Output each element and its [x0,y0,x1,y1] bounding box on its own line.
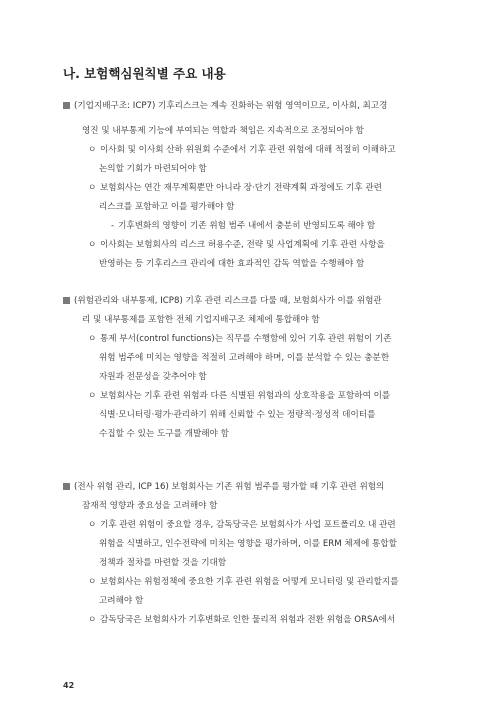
text-line [88,391,390,402]
text-line [99,410,375,421]
line-text: 식별·모니터링·평가·관리하기 위해 신뢰할 수 있는 정량적·정성적 데이터를 [99,410,376,420]
circle-bullet-icon: ㅇ [88,183,97,193]
square-bullet-icon [63,483,70,490]
text-line [88,183,382,194]
text-line [99,202,234,213]
text-line [82,315,320,326]
line-text: 잠재적 영향과 중요성을 고려해야 함 [82,501,218,511]
circle-bullet-icon: ㅇ [88,334,97,344]
circle-bullet-icon: ㅇ [88,240,97,250]
line-text: 위험 범주에 미치는 영향을 적절히 고려해야 하며, 이를 분석할 수 있는 충분한 [99,353,390,363]
line-text: 영진 및 내부통제 기능에 부여되는 역할과 책임은 지속적으로 조정되어야 함 [82,126,364,136]
text-line [99,596,143,607]
line-text: 기후 관련 위험이 중요할 경우, 감독당국은 보험회사가 사업 포트폴리오 내 관련 [100,520,396,530]
circle-bullet-icon: ㅇ [88,145,97,155]
line-text: 자원과 전문성을 갖추어야 함 [99,372,207,382]
line-text: 수집할 수 있는 도구를 개발해야 함 [99,429,229,439]
text-line [99,164,207,175]
text-line [99,558,226,569]
line-text: 기후변화의 영향이 기존 위험 범주 내에서 충분히 반영되도록 해야 함 [118,221,376,231]
text-line [88,240,385,251]
text-line [82,501,217,512]
section-title: 나. 보험핵심원칙별 주요 내용 [63,66,226,81]
text-line [99,429,229,440]
line-text: (전사 위험 관리, ICP 16) 보험회사는 기존 위험 범주를 평가할 때 기후 관련 위험의 [74,482,385,492]
text-line [99,353,389,364]
line-text: 보험회사는 위험정책에 중요한 기후 관련 위험을 어떻게 모니터링 및 관리할지를 [100,577,399,587]
circle-bullet-icon: ㅇ [88,391,97,401]
line-text: (위험관리와 내부통제, ICP8) 기후 관련 리스크를 다룰 때, 보험회사가 이를 위험관 [74,296,382,306]
circle-bullet-icon: ㅇ [88,615,97,625]
line-text: 반영하는 등 기후리스크 관리에 대한 효과적인 감독 역할을 수행해야 함 [99,259,365,269]
line-text: (기업지배구조: ICP7) 기후리스크는 계속 진화하는 위험 영역이므로, 이사회, 최고경 [74,101,388,111]
line-text: 보험회사는 연간 재무계획뿐만 아니라 장·단기 전략계획 과정에도 기후 관련 [100,183,382,193]
text-line [99,372,207,383]
text-line [88,615,395,626]
line-text: 고려해야 함 [99,596,144,606]
line-text: 리 및 내부통제를 포함한 전체 기업지배구조 체제에 통합해야 함 [82,315,320,325]
line-text: 감독당국은 보험회사가 기후변화로 인한 물리적 위험과 전환 위험을 ORSA에서 [100,615,396,625]
line-text: 이사회 및 이사회 산하 위원회 수준에서 기후 관련 위험에 대해 적절히 이해하고 [100,145,396,155]
text-line [63,101,387,112]
line-text: 논의할 기회가 마련되어야 함 [99,164,207,174]
line-text: 보험회사는 기후 관련 위험과 다른 식별된 위험과의 상호작용을 포함하여 이를 [100,391,391,401]
text-line [88,520,396,531]
line-text: 통제 부서(control functions)는 직무를 수행함에 있어 기후 관련 위험이 기존 [100,334,392,344]
square-bullet-icon [63,102,70,109]
circle-bullet-icon: ㅇ [88,577,97,587]
line-text: 이사회는 보험회사의 리스크 허용수준, 전략 및 사업계획에 기후 관련 사항을 [100,240,385,250]
line-text: 정책과 절차를 마련할 것을 기대함 [99,558,227,568]
text-line [111,221,375,232]
text-line [88,577,399,588]
circle-bullet-icon: ㅇ [88,520,97,530]
text-line [63,296,382,307]
text-line [63,482,384,493]
dash-bullet-icon: - [111,221,115,231]
text-line [88,145,396,156]
line-text: 위험을 식별하고, 인수전략에 미치는 영향을 평가하며, 이를 ERM 체제에 통합할 [99,539,397,549]
text-line [99,539,397,550]
text-line [88,334,392,345]
square-bullet-icon [63,297,70,304]
line-text: 리스크를 포함하고 이를 평가해야 함 [99,202,235,212]
text-line [99,259,364,270]
text-line [82,126,364,137]
page-number: 42 [63,681,75,690]
